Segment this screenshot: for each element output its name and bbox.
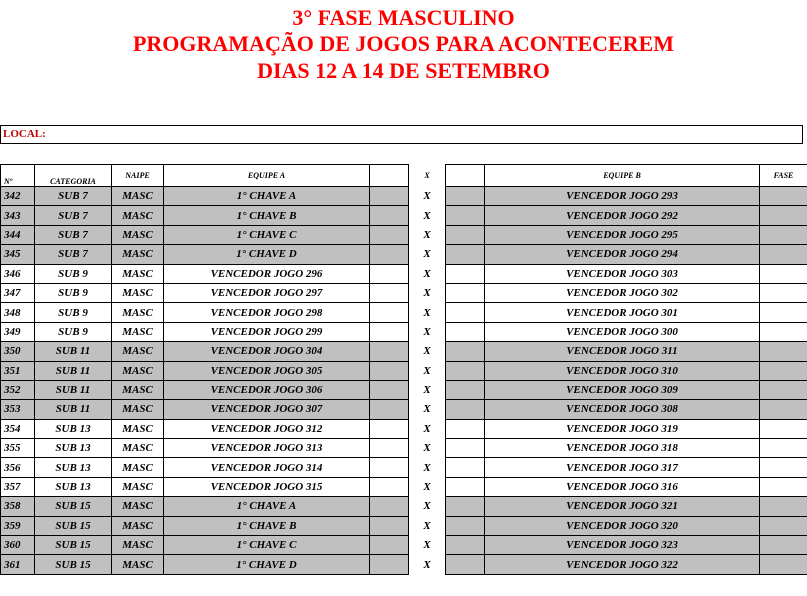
- local-field: [0, 125, 803, 144]
- col-header-naipe: NAIPE: [112, 165, 164, 187]
- cell-fase: [760, 458, 807, 477]
- table-header-row: [1, 165, 807, 187]
- cell-score-a: [370, 536, 409, 555]
- cell-equipe-b: VENCEDOR JOGO 322: [485, 555, 760, 574]
- cell-x: X: [409, 497, 446, 516]
- table-row: [1, 536, 807, 555]
- cell-x: X: [409, 303, 446, 322]
- cell-categoria: SUB 15: [35, 516, 112, 535]
- cell-score-a: [370, 419, 409, 438]
- cell-equipe-a: VENCEDOR JOGO 315: [164, 477, 370, 496]
- cell-score-a: [370, 245, 409, 264]
- col-header-equipe-a-score: [370, 165, 409, 187]
- cell-score-b: [446, 264, 485, 283]
- cell-num: 361: [1, 555, 35, 574]
- cell-fase: [760, 536, 807, 555]
- cell-naipe: MASC: [112, 458, 164, 477]
- cell-fase: [760, 187, 807, 206]
- cell-categoria: SUB 13: [35, 419, 112, 438]
- table-row: [1, 516, 807, 535]
- cell-score-a: [370, 400, 409, 419]
- cell-num: 349: [1, 322, 35, 341]
- cell-equipe-a: VENCEDOR JOGO 312: [164, 419, 370, 438]
- cell-score-a: [370, 516, 409, 535]
- cell-num: 343: [1, 206, 35, 225]
- cell-equipe-b: VENCEDOR JOGO 295: [485, 225, 760, 244]
- table-row: [1, 322, 807, 341]
- cell-naipe: MASC: [112, 245, 164, 264]
- cell-naipe: MASC: [112, 225, 164, 244]
- cell-equipe-a: VENCEDOR JOGO 306: [164, 380, 370, 399]
- cell-x: X: [409, 380, 446, 399]
- cell-x: X: [409, 419, 446, 438]
- cell-num: 345: [1, 245, 35, 264]
- cell-equipe-b: VENCEDOR JOGO 309: [485, 380, 760, 399]
- table-row: [1, 361, 807, 380]
- cell-num: 352: [1, 380, 35, 399]
- cell-equipe-a: VENCEDOR JOGO 305: [164, 361, 370, 380]
- cell-fase: [760, 361, 807, 380]
- cell-x: X: [409, 283, 446, 302]
- cell-equipe-b: VENCEDOR JOGO 293: [485, 187, 760, 206]
- cell-x: X: [409, 439, 446, 458]
- cell-naipe: MASC: [112, 322, 164, 341]
- cell-equipe-b: VENCEDOR JOGO 320: [485, 516, 760, 535]
- cell-num: 356: [1, 458, 35, 477]
- cell-equipe-b: VENCEDOR JOGO 318: [485, 439, 760, 458]
- table-row: [1, 380, 807, 399]
- cell-score-a: [370, 264, 409, 283]
- table-row: [1, 303, 807, 322]
- col-header-equipe-a: EQUIPE A: [164, 165, 370, 187]
- cell-equipe-b: VENCEDOR JOGO 323: [485, 536, 760, 555]
- cell-fase: [760, 283, 807, 302]
- cell-fase: [760, 419, 807, 438]
- cell-fase: [760, 342, 807, 361]
- table-row: [1, 264, 807, 283]
- cell-score-b: [446, 497, 485, 516]
- cell-naipe: MASC: [112, 536, 164, 555]
- cell-categoria: SUB 13: [35, 458, 112, 477]
- col-header-x: X: [409, 165, 446, 187]
- cell-num: 359: [1, 516, 35, 535]
- cell-equipe-a: VENCEDOR JOGO 297: [164, 283, 370, 302]
- cell-equipe-a: 1° CHAVE B: [164, 206, 370, 225]
- cell-num: 346: [1, 264, 35, 283]
- cell-num: 358: [1, 497, 35, 516]
- cell-fase: [760, 400, 807, 419]
- cell-score-b: [446, 225, 485, 244]
- cell-score-a: [370, 439, 409, 458]
- cell-score-b: [446, 536, 485, 555]
- cell-num: 344: [1, 225, 35, 244]
- cell-score-b: [446, 439, 485, 458]
- cell-categoria: SUB 7: [35, 206, 112, 225]
- cell-fase: [760, 245, 807, 264]
- cell-score-b: [446, 477, 485, 496]
- cell-categoria: SUB 11: [35, 342, 112, 361]
- cell-equipe-b: VENCEDOR JOGO 303: [485, 264, 760, 283]
- cell-categoria: SUB 13: [35, 439, 112, 458]
- table-row: [1, 187, 807, 206]
- cell-score-a: [370, 380, 409, 399]
- cell-naipe: MASC: [112, 439, 164, 458]
- cell-naipe: MASC: [112, 206, 164, 225]
- title-line-3: DIAS 12 A 14 DE SETEMBRO: [257, 58, 550, 83]
- cell-naipe: MASC: [112, 264, 164, 283]
- cell-naipe: MASC: [112, 400, 164, 419]
- cell-categoria: SUB 9: [35, 303, 112, 322]
- cell-naipe: MASC: [112, 303, 164, 322]
- cell-fase: [760, 555, 807, 574]
- cell-naipe: MASC: [112, 342, 164, 361]
- cell-categoria: SUB 13: [35, 477, 112, 496]
- cell-equipe-b: VENCEDOR JOGO 310: [485, 361, 760, 380]
- cell-equipe-a: 1° CHAVE C: [164, 225, 370, 244]
- col-header-categoria: CATEGORIA: [35, 165, 112, 187]
- cell-score-b: [446, 361, 485, 380]
- cell-equipe-b: VENCEDOR JOGO 302: [485, 283, 760, 302]
- table-row: [1, 225, 807, 244]
- cell-score-b: [446, 245, 485, 264]
- cell-num: 360: [1, 536, 35, 555]
- cell-equipe-b: VENCEDOR JOGO 294: [485, 245, 760, 264]
- table-row: [1, 283, 807, 302]
- cell-categoria: SUB 15: [35, 536, 112, 555]
- cell-num: 347: [1, 283, 35, 302]
- cell-score-a: [370, 361, 409, 380]
- cell-score-a: [370, 555, 409, 574]
- table-row: [1, 206, 807, 225]
- cell-equipe-a: 1° CHAVE A: [164, 187, 370, 206]
- table-row: [1, 400, 807, 419]
- cell-num: 355: [1, 439, 35, 458]
- cell-naipe: MASC: [112, 419, 164, 438]
- cell-naipe: MASC: [112, 361, 164, 380]
- cell-num: 354: [1, 419, 35, 438]
- table-row: [1, 477, 807, 496]
- cell-score-b: [446, 555, 485, 574]
- cell-score-a: [370, 458, 409, 477]
- cell-num: 342: [1, 187, 35, 206]
- cell-score-b: [446, 516, 485, 535]
- cell-score-b: [446, 380, 485, 399]
- cell-score-b: [446, 303, 485, 322]
- cell-categoria: SUB 7: [35, 187, 112, 206]
- cell-naipe: MASC: [112, 187, 164, 206]
- cell-equipe-a: 1° CHAVE C: [164, 536, 370, 555]
- col-header-equipe-b: EQUIPE B: [485, 165, 760, 187]
- cell-equipe-b: VENCEDOR JOGO 319: [485, 419, 760, 438]
- cell-score-b: [446, 342, 485, 361]
- cell-fase: [760, 225, 807, 244]
- cell-naipe: MASC: [112, 380, 164, 399]
- cell-x: X: [409, 400, 446, 419]
- cell-score-a: [370, 303, 409, 322]
- cell-equipe-a: 1° CHAVE A: [164, 497, 370, 516]
- cell-fase: [760, 380, 807, 399]
- cell-equipe-b: VENCEDOR JOGO 316: [485, 477, 760, 496]
- cell-score-a: [370, 342, 409, 361]
- cell-fase: [760, 516, 807, 535]
- cell-equipe-a: VENCEDOR JOGO 314: [164, 458, 370, 477]
- cell-num: 350: [1, 342, 35, 361]
- cell-naipe: MASC: [112, 497, 164, 516]
- cell-score-b: [446, 400, 485, 419]
- cell-score-b: [446, 458, 485, 477]
- cell-equipe-b: VENCEDOR JOGO 292: [485, 206, 760, 225]
- cell-equipe-a: 1° CHAVE B: [164, 516, 370, 535]
- cell-equipe-a: VENCEDOR JOGO 298: [164, 303, 370, 322]
- cell-x: X: [409, 225, 446, 244]
- cell-score-b: [446, 419, 485, 438]
- title-line-2: PROGRAMAÇÃO DE JOGOS PARA ACONTECEREM: [132, 31, 675, 56]
- cell-equipe-b: VENCEDOR JOGO 300: [485, 322, 760, 341]
- cell-x: X: [409, 477, 446, 496]
- cell-num: 348: [1, 303, 35, 322]
- cell-equipe-b: VENCEDOR JOGO 311: [485, 342, 760, 361]
- cell-categoria: SUB 7: [35, 225, 112, 244]
- cell-equipe-a: VENCEDOR JOGO 313: [164, 439, 370, 458]
- cell-x: X: [409, 342, 446, 361]
- cell-equipe-b: VENCEDOR JOGO 321: [485, 497, 760, 516]
- cell-categoria: SUB 11: [35, 361, 112, 380]
- cell-fase: [760, 206, 807, 225]
- cell-score-b: [446, 187, 485, 206]
- cell-categoria: SUB 9: [35, 283, 112, 302]
- cell-score-a: [370, 322, 409, 341]
- cell-equipe-a: VENCEDOR JOGO 304: [164, 342, 370, 361]
- cell-score-b: [446, 206, 485, 225]
- local-label: LOCAL:: [3, 128, 46, 140]
- cell-x: X: [409, 206, 446, 225]
- cell-num: 357: [1, 477, 35, 496]
- table-row: [1, 419, 807, 438]
- cell-score-a: [370, 225, 409, 244]
- table-row: [1, 245, 807, 264]
- cell-x: X: [409, 555, 446, 574]
- cell-categoria: SUB 9: [35, 264, 112, 283]
- cell-categoria: SUB 15: [35, 497, 112, 516]
- cell-x: X: [409, 536, 446, 555]
- cell-num: 353: [1, 400, 35, 419]
- cell-equipe-a: VENCEDOR JOGO 307: [164, 400, 370, 419]
- cell-fase: [760, 439, 807, 458]
- cell-equipe-a: VENCEDOR JOGO 296: [164, 264, 370, 283]
- cell-equipe-b: VENCEDOR JOGO 317: [485, 458, 760, 477]
- cell-categoria: SUB 7: [35, 245, 112, 264]
- table-row: [1, 458, 807, 477]
- cell-naipe: MASC: [112, 516, 164, 535]
- cell-fase: [760, 264, 807, 283]
- cell-x: X: [409, 264, 446, 283]
- cell-naipe: MASC: [112, 477, 164, 496]
- cell-equipe-a: 1° CHAVE D: [164, 555, 370, 574]
- cell-num: 351: [1, 361, 35, 380]
- cell-score-a: [370, 283, 409, 302]
- table-row: [1, 439, 807, 458]
- cell-score-a: [370, 206, 409, 225]
- cell-x: X: [409, 187, 446, 206]
- cell-naipe: MASC: [112, 555, 164, 574]
- cell-categoria: SUB 15: [35, 555, 112, 574]
- cell-x: X: [409, 361, 446, 380]
- cell-score-a: [370, 477, 409, 496]
- cell-fase: [760, 303, 807, 322]
- cell-categoria: SUB 11: [35, 380, 112, 399]
- cell-score-b: [446, 322, 485, 341]
- cell-equipe-a: VENCEDOR JOGO 299: [164, 322, 370, 341]
- cell-x: X: [409, 245, 446, 264]
- cell-fase: [760, 497, 807, 516]
- cell-score-b: [446, 283, 485, 302]
- col-header-fase: FASE: [760, 165, 807, 187]
- cell-x: X: [409, 322, 446, 341]
- title-line-1: 3° FASE MASCULINO: [292, 5, 515, 30]
- table-row: [1, 555, 807, 574]
- cell-x: X: [409, 516, 446, 535]
- cell-score-a: [370, 497, 409, 516]
- cell-equipe-b: VENCEDOR JOGO 301: [485, 303, 760, 322]
- cell-score-a: [370, 187, 409, 206]
- cell-fase: [760, 477, 807, 496]
- cell-x: X: [409, 458, 446, 477]
- col-header-num: Nº: [1, 165, 35, 187]
- cell-equipe-b: VENCEDOR JOGO 308: [485, 400, 760, 419]
- cell-categoria: SUB 9: [35, 322, 112, 341]
- cell-equipe-a: 1° CHAVE D: [164, 245, 370, 264]
- cell-fase: [760, 322, 807, 341]
- schedule-table: [0, 164, 807, 575]
- col-header-equipe-b-score: [446, 165, 485, 187]
- table-row: [1, 342, 807, 361]
- cell-naipe: MASC: [112, 283, 164, 302]
- table-row: [1, 497, 807, 516]
- cell-categoria: SUB 11: [35, 400, 112, 419]
